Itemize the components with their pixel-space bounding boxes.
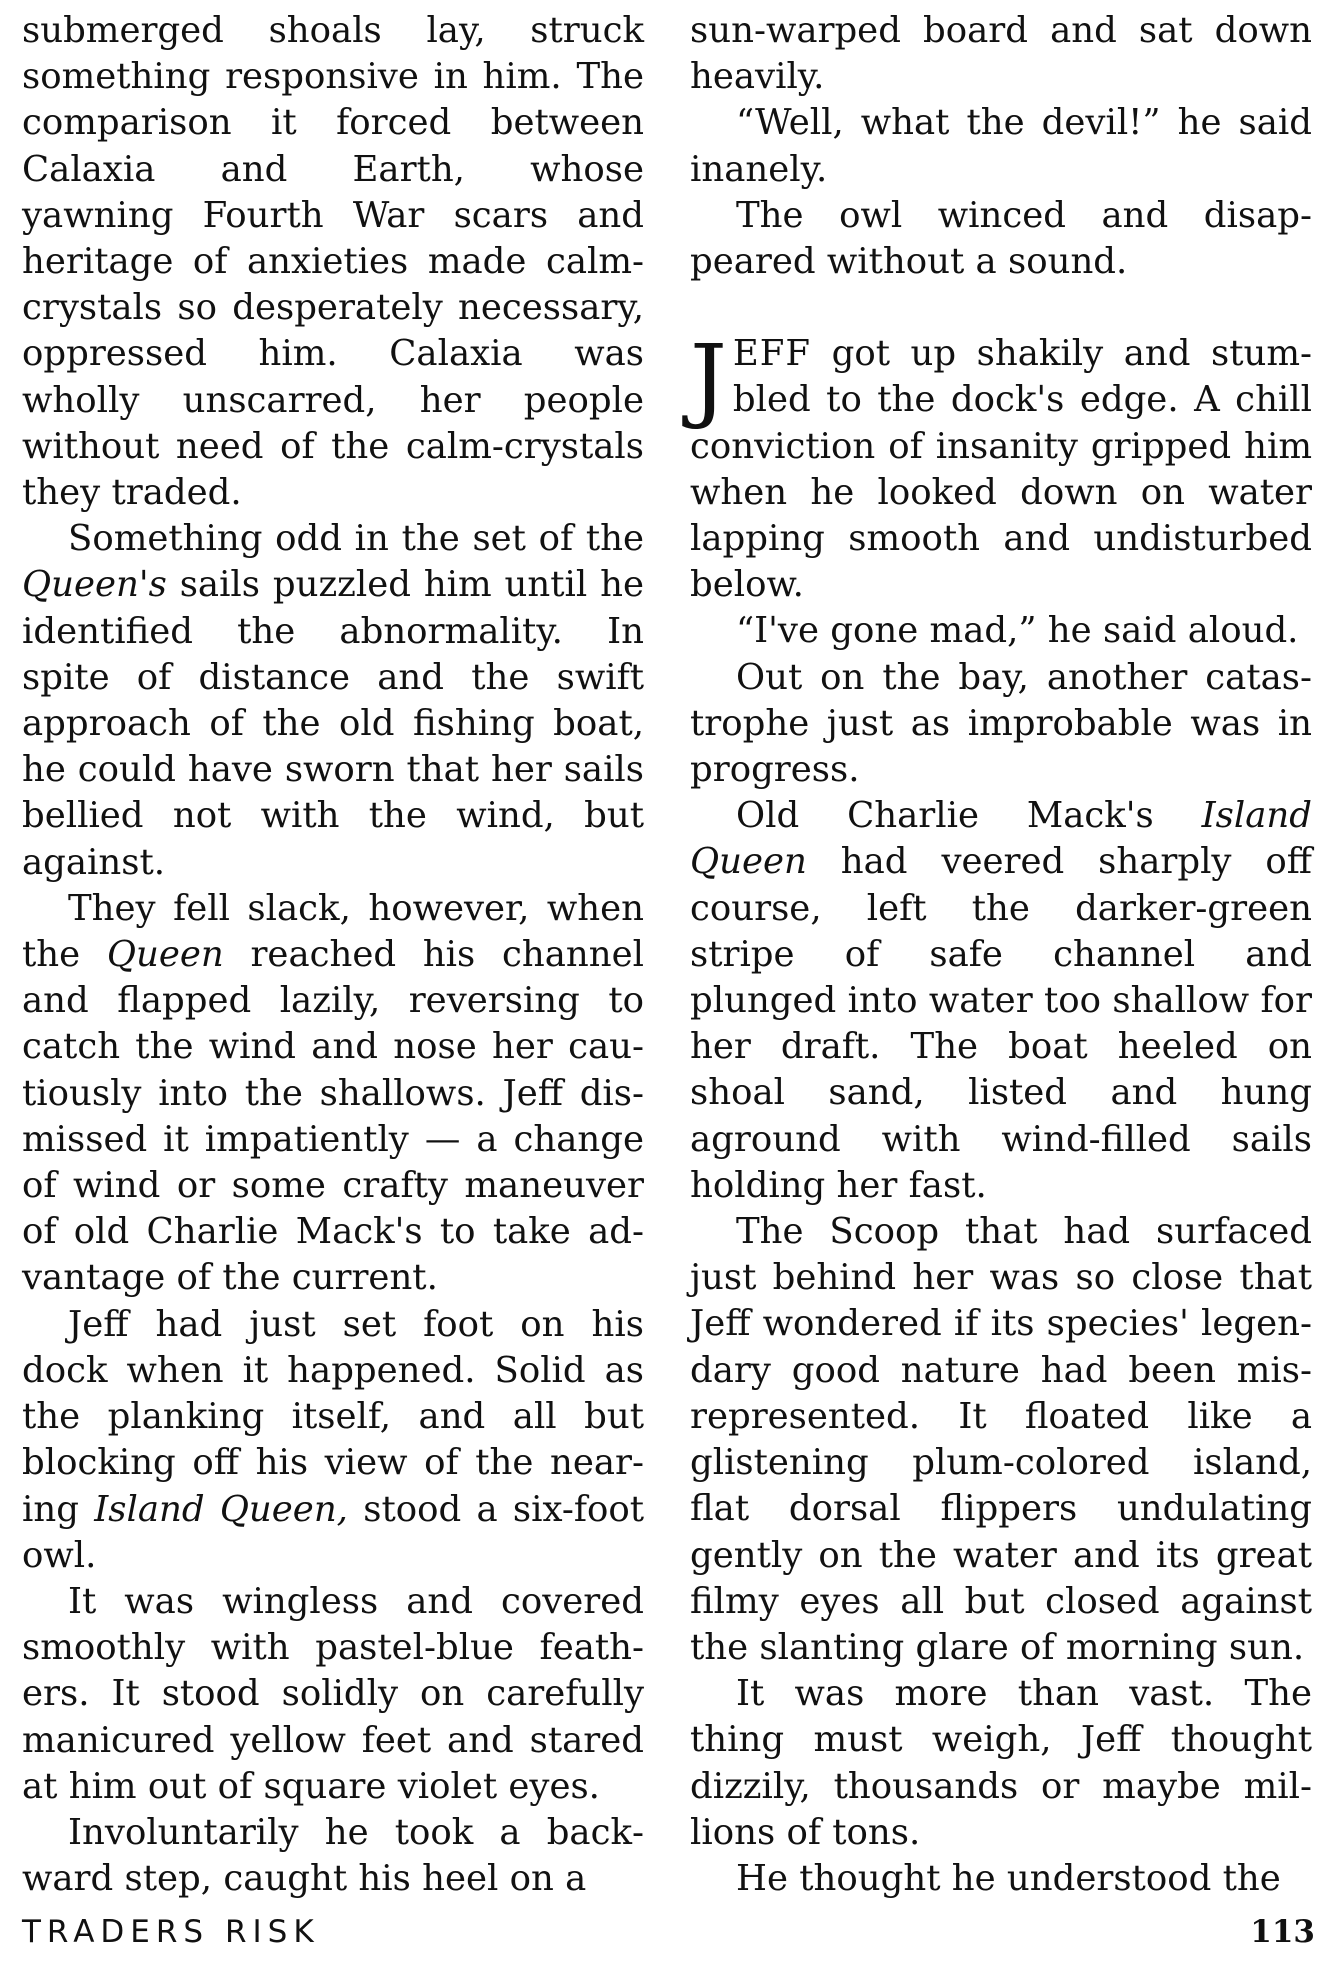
paragraph <box>690 793 1312 1209</box>
paragraph <box>22 1810 644 1902</box>
paragraph-text: stood a six-foot owl. <box>22 1488 644 1576</box>
paragraph-text: “Well, what the devil!” he said inanely. <box>690 102 1312 190</box>
page-number: 113 <box>1250 1914 1315 1950</box>
paragraph <box>22 1302 644 1579</box>
paragraph <box>22 8 644 516</box>
paragraph-text: “I've gone mad,” he said aloud. <box>736 610 1299 652</box>
section-opening-paragraph <box>690 325 1312 608</box>
paragraph-text: They fell slack, however, when the <box>22 887 644 976</box>
paragraph <box>22 1579 644 1810</box>
paragraph-text: sails puzzled him until he identified the abnormality. In spite of distance and the swift approach of the old fishing boat, he could have sworn that her sails bellied not with the wind, but against. <box>22 564 644 883</box>
italic-name: Island Queen, <box>94 1488 348 1530</box>
paragraph-text: The owl winced and disappeared without a sound. <box>690 194 1312 283</box>
paragraph-text: sun-warped board and sat down heavily. <box>690 10 1312 98</box>
paragraph <box>690 1671 1312 1856</box>
drop-cap: J <box>690 325 727 433</box>
small-caps-word: EFF <box>732 333 812 375</box>
paragraph-text: Involuntarily he took a backward step, caught his heel on a <box>22 1811 644 1900</box>
running-head: TRADERS RISK <box>22 1914 320 1950</box>
italic-name: Queen <box>106 934 224 976</box>
paragraph-text: got up shakily and stumbled to the dock's edge. A chill conviction of insanity gripped him when he looked down on water lapping smooth and undisturbed below. <box>690 333 1312 606</box>
paragraph-text: Something odd in the set of the <box>68 518 644 560</box>
paragraph-text: It was more than vast. The thing must weigh, Jeff thought dizzily, thousands or maybe millions of tons. <box>690 1673 1312 1853</box>
paragraph-text: had veered sharply off course, left the darker-green stripe of safe channel and plunged into water too shallow for her draft. The boat heeled on shoal sand, listed and hung aground with wind-filled sails holding her fast. <box>690 841 1312 1206</box>
paragraph <box>690 100 1312 192</box>
paragraph <box>690 8 1312 100</box>
paragraph-text: reached his channel and flapped lazily, reversing to catch the wind and nose her cautiously into the shallows. Jeff dismissed it impatiently — a change of wind or some crafty maneuver of old Charlie Mack's to take advantage of the current. <box>22 934 644 1299</box>
paragraph <box>690 193 1312 285</box>
paragraph <box>690 1856 1312 1902</box>
paragraph-text: The Scoop that had surfaced just behind her was so close that Jeff wondered if its species' legendary good nature had been misrepresented. It floated like a glistening plum-colored island, flat dorsal flippers undulating gently on the water and its great filmy eyes all but closed against the slanting glare of morning sun. <box>690 1211 1312 1668</box>
paragraph <box>22 886 644 1302</box>
paragraph <box>690 1209 1312 1671</box>
paragraph <box>22 516 644 886</box>
paragraph-text: Out on the bay, another catastrophe just as improbable was in progress. <box>690 656 1312 791</box>
paragraph <box>690 655 1312 794</box>
page-footer <box>22 1908 1315 1956</box>
paragraph-text: He thought he understood the <box>736 1857 1281 1899</box>
paragraph-text: It was wingless and covered smoothly with pastel-blue feathers. It stood solidly on carefully manicured yellow feet and stared at him out of square violet eyes. <box>22 1580 644 1807</box>
right-column <box>690 8 1312 1902</box>
paragraph <box>690 608 1312 654</box>
paragraph-text: submerged shoals lay, struck something responsive in him. The comparison it forced between Calaxia and Earth, whose yawning Fourth War scars and heritage of anxieties made calm-crystals so desperately necessary, oppressed him. Calaxia was wholly unscarred, her people without need of the calm-crystals they traded. <box>22 10 644 514</box>
paragraph-text: Old Charlie Mack's <box>736 795 1202 837</box>
paragraph-text: Jeff had just set foot on his dock when it happened. Solid as the planking itself, and all but blocking off his view of the nearing <box>22 1303 644 1530</box>
italic-name: Queen's <box>22 564 167 606</box>
italic-name: Island Queen <box>690 795 1312 883</box>
left-column <box>22 8 644 1902</box>
